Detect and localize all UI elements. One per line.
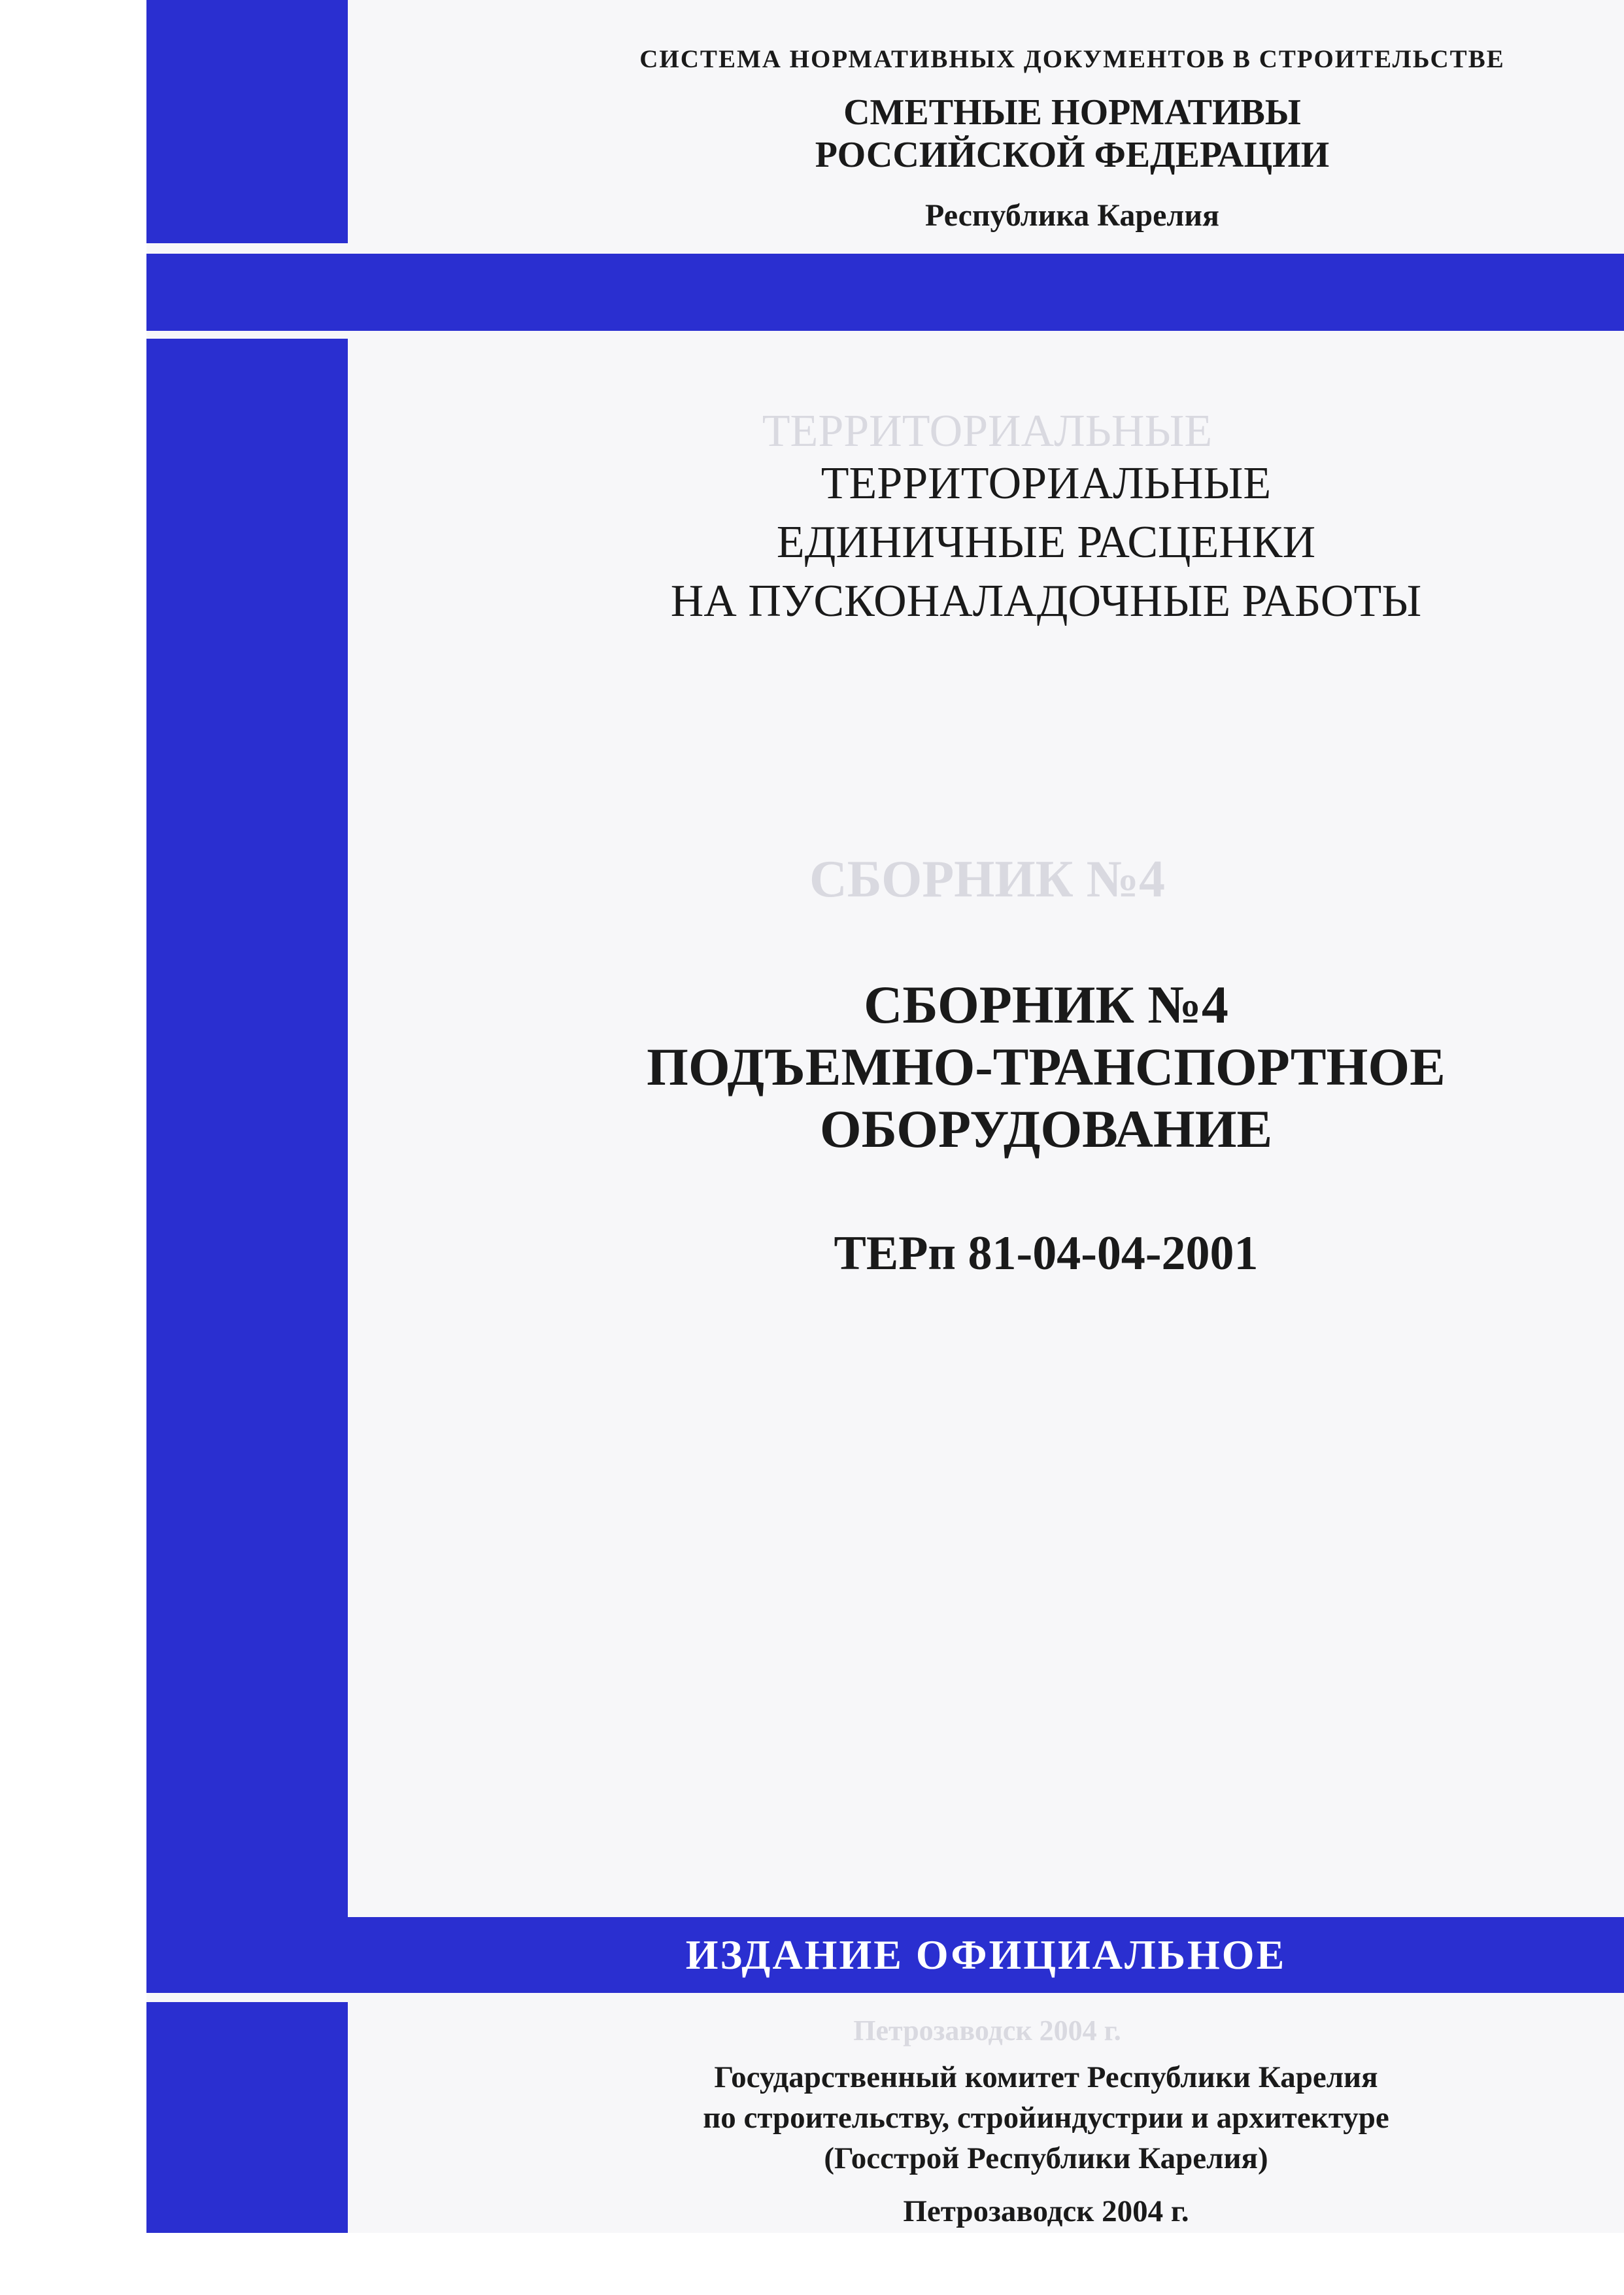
blue-band-vertical-bottom (146, 2002, 348, 2233)
document-title-line2: ЕДИНИЧНЫЕ РАСЦЕНКИ (776, 517, 1316, 568)
show-through-text: ТЕРРИТОРИАЛЬНЫЕ (762, 406, 1213, 456)
region-name: Республика Карелия (925, 198, 1219, 233)
blue-band-horizontal-top (146, 254, 1624, 331)
collection-number: СБОРНИК №4 (864, 975, 1228, 1034)
document-title-line3: НА ПУСКОНАЛАДОЧНЫЕ РАБОТЫ (670, 576, 1422, 626)
publisher-line2: по строительству, стройиндустрии и архитектуре (703, 2101, 1389, 2135)
publisher-line1: Государственный комитет Республики Карелия (714, 2060, 1378, 2094)
official-edition-banner: ИЗДАНИЕ ОФИЦИАЛЬНОЕ (685, 1931, 1287, 1978)
estimates-title-line1: СМЕТНЫЕ НОРМАТИВЫ (843, 92, 1301, 133)
blue-band-vertical-top (146, 0, 348, 243)
show-through-text: СБОРНИК №4 (809, 851, 1166, 908)
publisher-line3: (Госстрой Республики Карелия) (824, 2141, 1268, 2175)
blue-band-vertical-middle (146, 339, 348, 1921)
publication-place-year: Петрозаводск 2004 г. (903, 2194, 1189, 2228)
document-code: ТЕРп 81-04-04-2001 (834, 1227, 1259, 1280)
document-title-line1: ТЕРРИТОРИАЛЬНЫЕ (820, 458, 1272, 509)
collection-name-line2: ОБОРУДОВАНИЕ (819, 1099, 1273, 1159)
collection-name-line1: ПОДЪЕМНО-ТРАНСПОРТНОЕ (647, 1037, 1446, 1096)
show-through-text: Петрозаводск 2004 г. (853, 2014, 1121, 2047)
system-title: СИСТЕМА НОРМАТИВНЫХ ДОКУМЕНТОВ В СТРОИТЕЛЬСТВЕ (639, 45, 1505, 73)
estimates-title-line2: РОССИЙСКОЙ ФЕДЕРАЦИИ (815, 135, 1330, 175)
